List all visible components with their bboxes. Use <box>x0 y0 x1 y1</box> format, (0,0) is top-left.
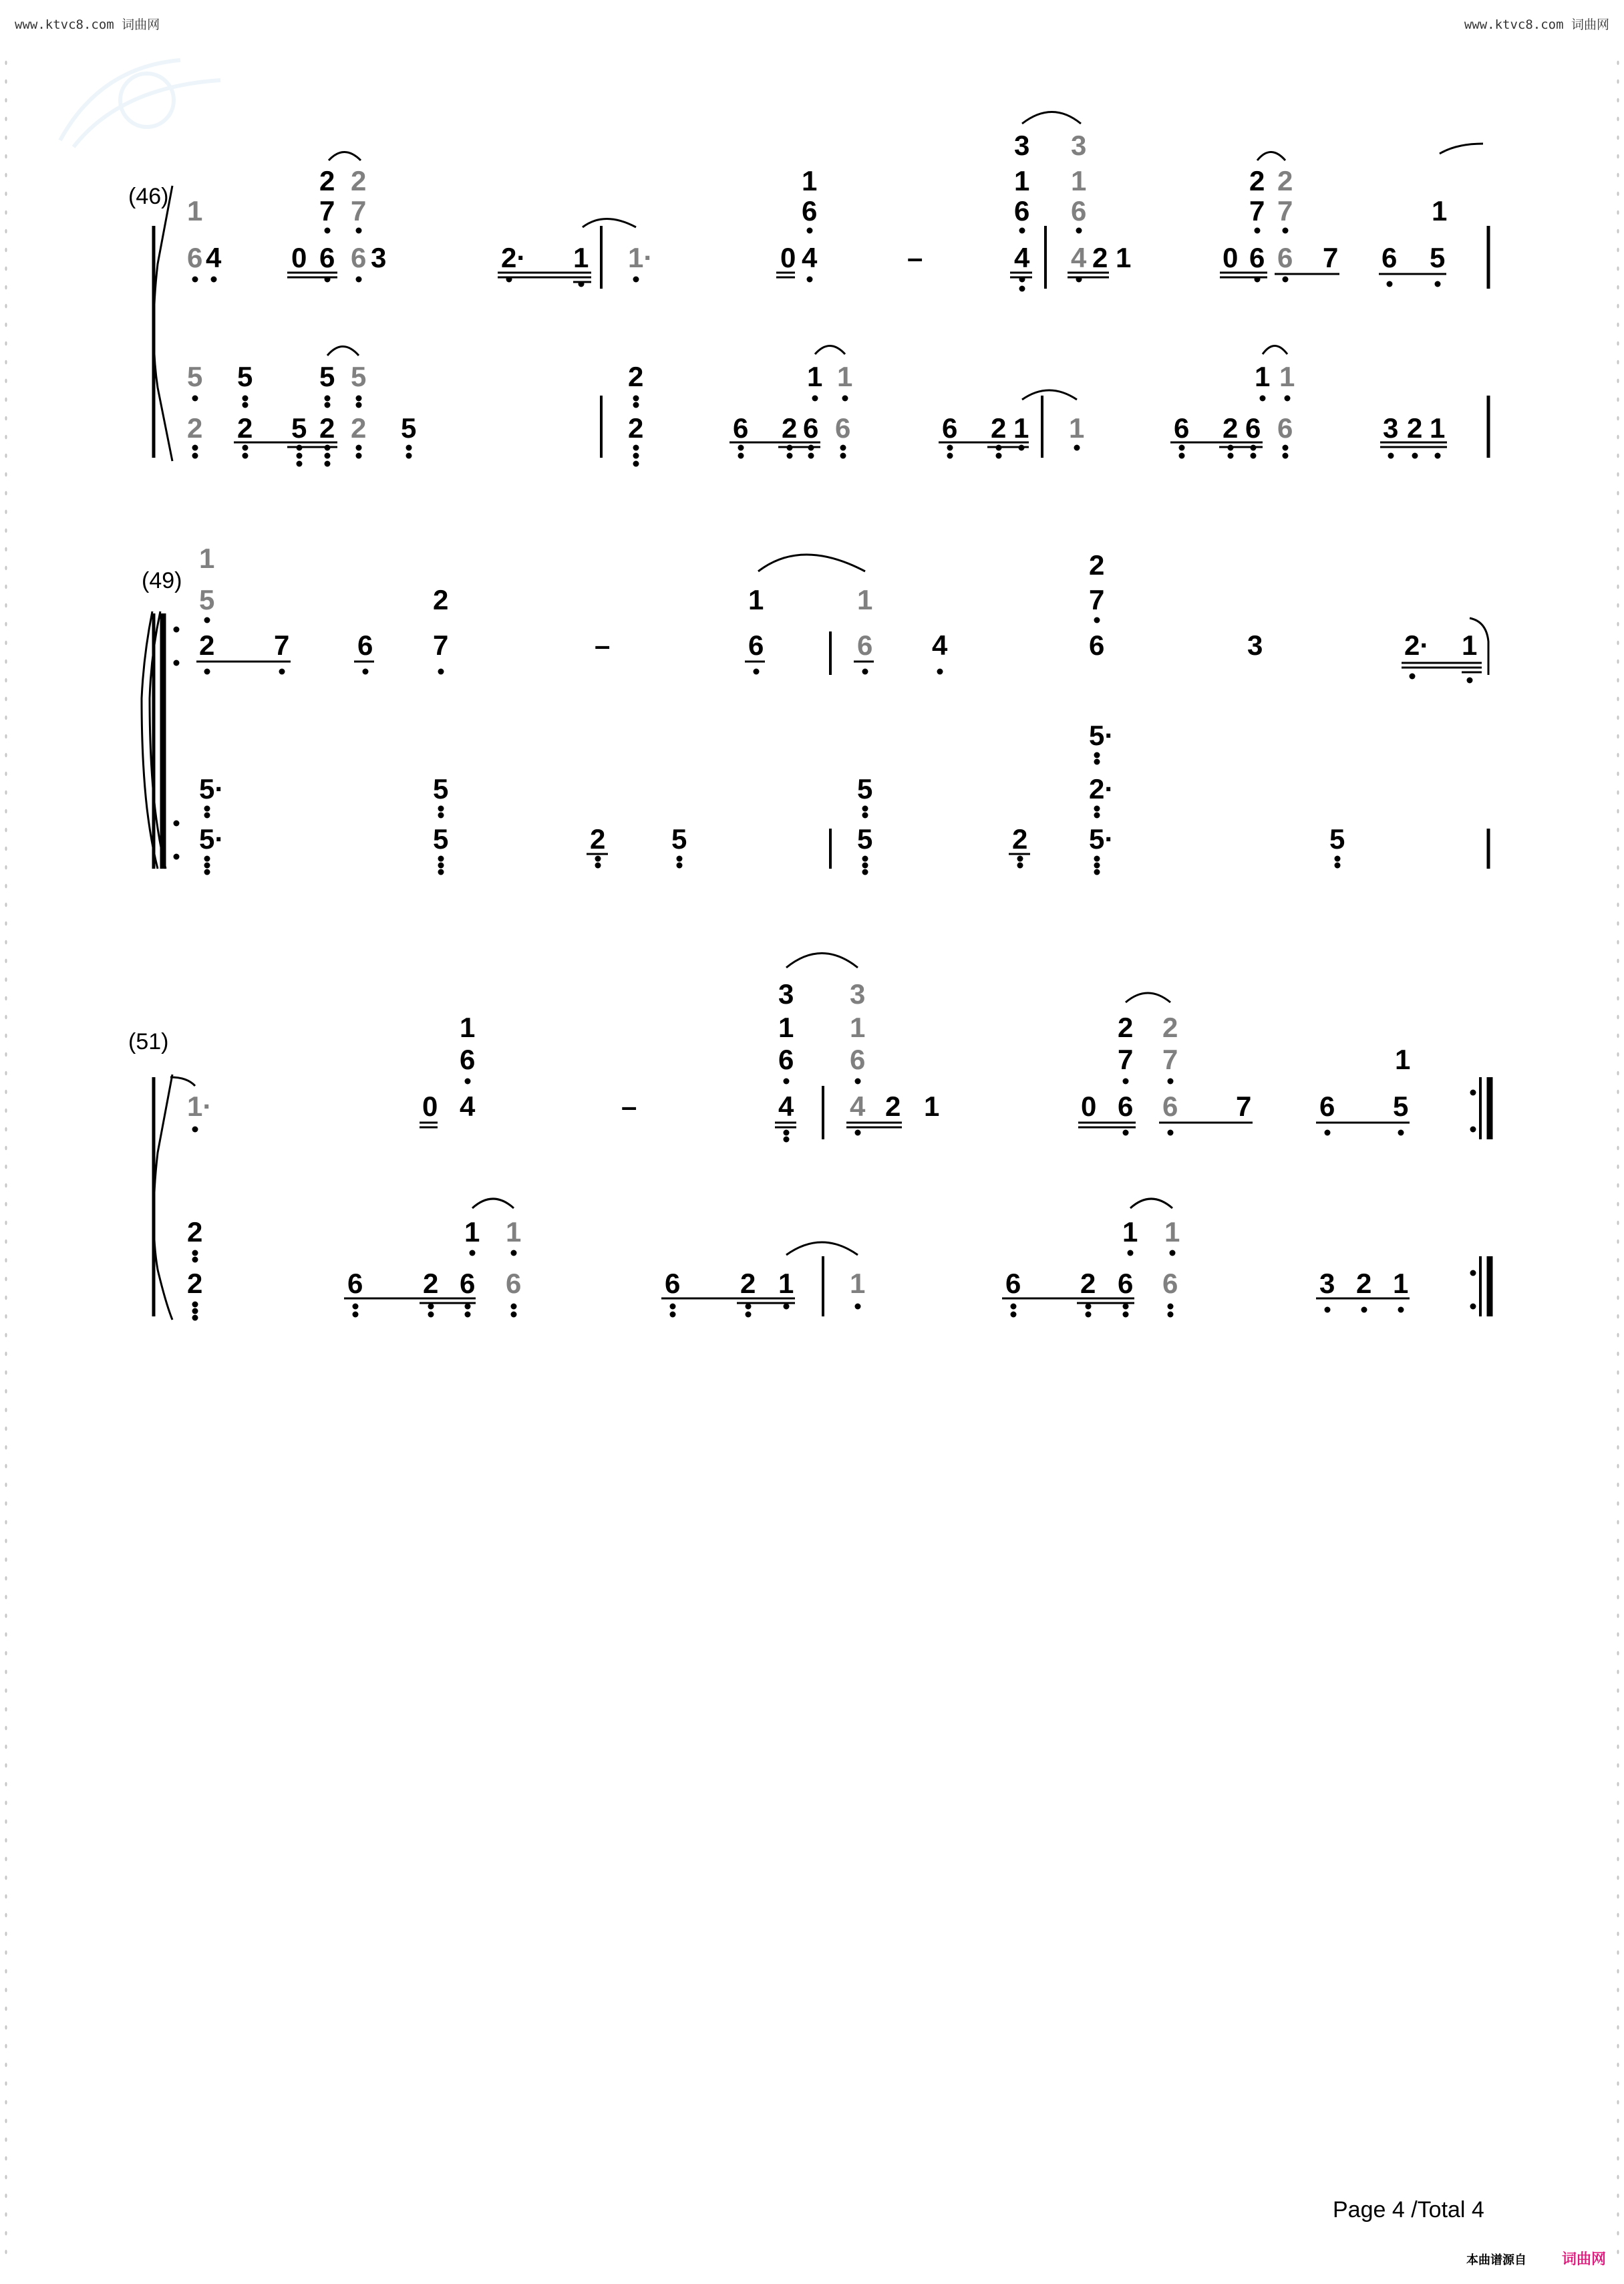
svg-text:2: 2 <box>1249 165 1265 196</box>
svg-text:1: 1 <box>1069 412 1085 444</box>
svg-text:2: 2 <box>237 412 253 444</box>
svg-text:6: 6 <box>1249 242 1265 273</box>
svg-text:4: 4 <box>460 1091 476 1122</box>
svg-text:1: 1 <box>1395 1044 1411 1075</box>
svg-text:5: 5 <box>401 412 417 444</box>
svg-text:6: 6 <box>1089 629 1105 661</box>
svg-text:1: 1 <box>1014 165 1030 196</box>
svg-text:1: 1 <box>1462 629 1478 661</box>
svg-text:6: 6 <box>1382 242 1398 273</box>
svg-text:1: 1 <box>573 242 589 273</box>
svg-text:1: 1 <box>199 543 215 574</box>
svg-text:6: 6 <box>1245 412 1261 444</box>
svg-text:2: 2 <box>199 629 215 661</box>
svg-text:5: 5 <box>351 361 367 392</box>
svg-text:5: 5 <box>857 823 873 855</box>
svg-text:2·: 2· <box>501 242 526 273</box>
svg-text:3: 3 <box>1319 1268 1335 1299</box>
grand-staff-brace <box>154 186 172 461</box>
svg-text:6: 6 <box>506 1268 522 1299</box>
header-site-left: www.ktvc8.com 词曲网 <box>15 17 160 32</box>
svg-text:1: 1 <box>802 165 818 196</box>
svg-text:6: 6 <box>351 242 367 273</box>
svg-text:5: 5 <box>1393 1091 1409 1122</box>
svg-text:1: 1 <box>1013 412 1029 444</box>
svg-text:2: 2 <box>351 165 367 196</box>
svg-text:1: 1 <box>748 584 764 615</box>
svg-text:1: 1 <box>187 195 203 227</box>
svg-text:5: 5 <box>433 823 449 855</box>
svg-text:6: 6 <box>1174 412 1190 444</box>
svg-text:2: 2 <box>628 361 644 392</box>
svg-text:1: 1 <box>850 1012 866 1043</box>
svg-text:4: 4 <box>1071 242 1087 273</box>
svg-text:1: 1 <box>1430 412 1446 444</box>
svg-text:6: 6 <box>1118 1091 1134 1122</box>
svg-text:4: 4 <box>206 242 222 273</box>
svg-text:5: 5 <box>857 773 873 805</box>
svg-text:2·: 2· <box>1089 773 1114 805</box>
measure-number-51: (51) <box>128 1029 169 1054</box>
svg-text:3: 3 <box>1383 412 1399 444</box>
svg-text:1: 1 <box>1071 165 1087 196</box>
svg-text:6: 6 <box>665 1268 681 1299</box>
svg-text:4: 4 <box>778 1091 794 1122</box>
svg-text:7: 7 <box>1277 195 1293 227</box>
svg-text:2: 2 <box>187 1268 203 1299</box>
svg-text:–: – <box>595 629 611 661</box>
svg-text:1: 1 <box>857 584 873 615</box>
svg-text:7: 7 <box>1118 1044 1134 1075</box>
svg-text:0: 0 <box>422 1091 438 1122</box>
svg-text:4: 4 <box>1014 242 1030 273</box>
svg-text:0: 0 <box>1223 242 1239 273</box>
svg-text:6: 6 <box>942 412 958 444</box>
svg-text:2: 2 <box>1092 242 1108 273</box>
source-label: 本曲谱源自 <box>1466 2253 1526 2267</box>
svg-text:1: 1 <box>1164 1216 1180 1248</box>
svg-text:2: 2 <box>319 165 335 196</box>
svg-text:4: 4 <box>802 242 818 273</box>
header-site-right: www.ktvc8.com 词曲网 <box>1464 17 1609 32</box>
svg-text:1: 1 <box>1279 361 1295 392</box>
svg-text:2: 2 <box>187 412 203 444</box>
svg-text:6: 6 <box>803 412 819 444</box>
svg-text:2: 2 <box>740 1268 756 1299</box>
svg-text:6: 6 <box>778 1044 794 1075</box>
svg-text:2: 2 <box>1080 1268 1096 1299</box>
page-number: Page 4 /Total 4 <box>1333 2197 1484 2223</box>
svg-text:2: 2 <box>1089 549 1105 581</box>
measure-number-49: (49) <box>142 568 182 593</box>
svg-text:3: 3 <box>1247 629 1263 661</box>
svg-text:7: 7 <box>1162 1044 1178 1075</box>
system-51 <box>128 954 1490 1321</box>
svg-text:7: 7 <box>1323 242 1339 273</box>
svg-text:6: 6 <box>347 1268 363 1299</box>
svg-text:1: 1 <box>464 1216 480 1248</box>
svg-text:6: 6 <box>1071 195 1087 227</box>
svg-text:1: 1 <box>924 1091 940 1122</box>
svg-text:6: 6 <box>1277 242 1293 273</box>
brand-label: 词曲网 <box>1562 2251 1607 2267</box>
svg-text:5: 5 <box>319 361 335 392</box>
svg-text:5: 5 <box>199 584 215 615</box>
svg-text:2: 2 <box>319 412 335 444</box>
svg-text:3: 3 <box>1014 130 1030 161</box>
svg-text:6: 6 <box>802 195 818 227</box>
svg-text:2: 2 <box>1407 412 1423 444</box>
svg-text:1·: 1· <box>187 1091 212 1122</box>
svg-text:5·: 5· <box>1089 720 1114 751</box>
svg-text:5: 5 <box>1430 242 1446 273</box>
svg-text:2: 2 <box>590 823 606 855</box>
svg-text:6: 6 <box>1005 1268 1021 1299</box>
svg-text:7: 7 <box>433 629 449 661</box>
svg-text:1: 1 <box>778 1268 794 1299</box>
svg-text:6: 6 <box>187 242 203 273</box>
svg-text:5: 5 <box>291 412 307 444</box>
svg-text:2: 2 <box>1162 1012 1178 1043</box>
svg-text:2·: 2· <box>1404 629 1430 661</box>
svg-text:6: 6 <box>1162 1268 1178 1299</box>
svg-text:2: 2 <box>628 412 644 444</box>
svg-text:0: 0 <box>291 242 307 273</box>
svg-text:6: 6 <box>748 629 764 661</box>
svg-text:2: 2 <box>423 1268 439 1299</box>
svg-text:0: 0 <box>1081 1091 1097 1122</box>
svg-text:1: 1 <box>1432 195 1448 227</box>
svg-text:6: 6 <box>460 1044 476 1075</box>
svg-text:7: 7 <box>319 195 335 227</box>
svg-text:0: 0 <box>780 242 796 273</box>
svg-text:1: 1 <box>506 1216 522 1248</box>
svg-text:7: 7 <box>1236 1091 1252 1122</box>
svg-text:2: 2 <box>433 584 449 615</box>
svg-text:6: 6 <box>1319 1091 1335 1122</box>
svg-text:5·: 5· <box>199 773 224 805</box>
svg-text:–: – <box>621 1091 637 1122</box>
svg-text:5·: 5· <box>1089 823 1114 855</box>
svg-text:7: 7 <box>1089 584 1105 615</box>
svg-text:2: 2 <box>782 412 798 444</box>
svg-text:6: 6 <box>1014 195 1030 227</box>
svg-text:2: 2 <box>991 412 1007 444</box>
svg-text:6: 6 <box>835 412 851 444</box>
system-49 <box>142 543 1488 875</box>
svg-text:5: 5 <box>433 773 449 805</box>
svg-text:2: 2 <box>1118 1012 1134 1043</box>
svg-text:5: 5 <box>671 823 687 855</box>
svg-text:2: 2 <box>1012 823 1028 855</box>
svg-text:2: 2 <box>1223 412 1239 444</box>
svg-text:7: 7 <box>351 195 367 227</box>
svg-text:5: 5 <box>187 361 203 392</box>
svg-text:5: 5 <box>237 361 253 392</box>
svg-text:–: – <box>907 242 923 273</box>
svg-text:4: 4 <box>932 629 948 661</box>
svg-text:3: 3 <box>371 242 387 273</box>
svg-text:1: 1 <box>1116 242 1132 273</box>
svg-text:2: 2 <box>885 1091 901 1122</box>
svg-text:1·: 1· <box>628 242 653 273</box>
svg-text:6: 6 <box>733 412 749 444</box>
svg-text:6: 6 <box>1277 412 1293 444</box>
svg-text:4: 4 <box>850 1091 866 1122</box>
svg-text:6: 6 <box>1162 1091 1178 1122</box>
svg-text:1: 1 <box>1122 1216 1138 1248</box>
measure-number-46: (46) <box>128 184 169 209</box>
svg-text:1: 1 <box>850 1268 866 1299</box>
svg-text:2: 2 <box>1277 165 1293 196</box>
svg-text:2: 2 <box>351 412 367 444</box>
svg-text:6: 6 <box>319 242 335 273</box>
svg-text:2: 2 <box>187 1216 203 1248</box>
svg-text:1: 1 <box>837 361 853 392</box>
system-46 <box>128 112 1488 467</box>
svg-text:6: 6 <box>857 629 873 661</box>
svg-text:3: 3 <box>778 978 794 1010</box>
svg-text:7: 7 <box>1249 195 1265 227</box>
svg-text:1: 1 <box>460 1012 476 1043</box>
svg-text:6: 6 <box>357 629 373 661</box>
svg-text:5·: 5· <box>199 823 224 855</box>
svg-text:5: 5 <box>1329 823 1345 855</box>
svg-text:3: 3 <box>850 978 866 1010</box>
svg-text:7: 7 <box>274 629 290 661</box>
svg-text:1: 1 <box>1255 361 1271 392</box>
svg-text:2: 2 <box>1356 1268 1372 1299</box>
svg-text:6: 6 <box>850 1044 866 1075</box>
svg-text:3: 3 <box>1071 130 1087 161</box>
svg-text:1: 1 <box>807 361 823 392</box>
svg-text:1: 1 <box>1393 1268 1409 1299</box>
svg-text:6: 6 <box>1118 1268 1134 1299</box>
svg-text:1: 1 <box>778 1012 794 1043</box>
svg-text:6: 6 <box>460 1268 476 1299</box>
